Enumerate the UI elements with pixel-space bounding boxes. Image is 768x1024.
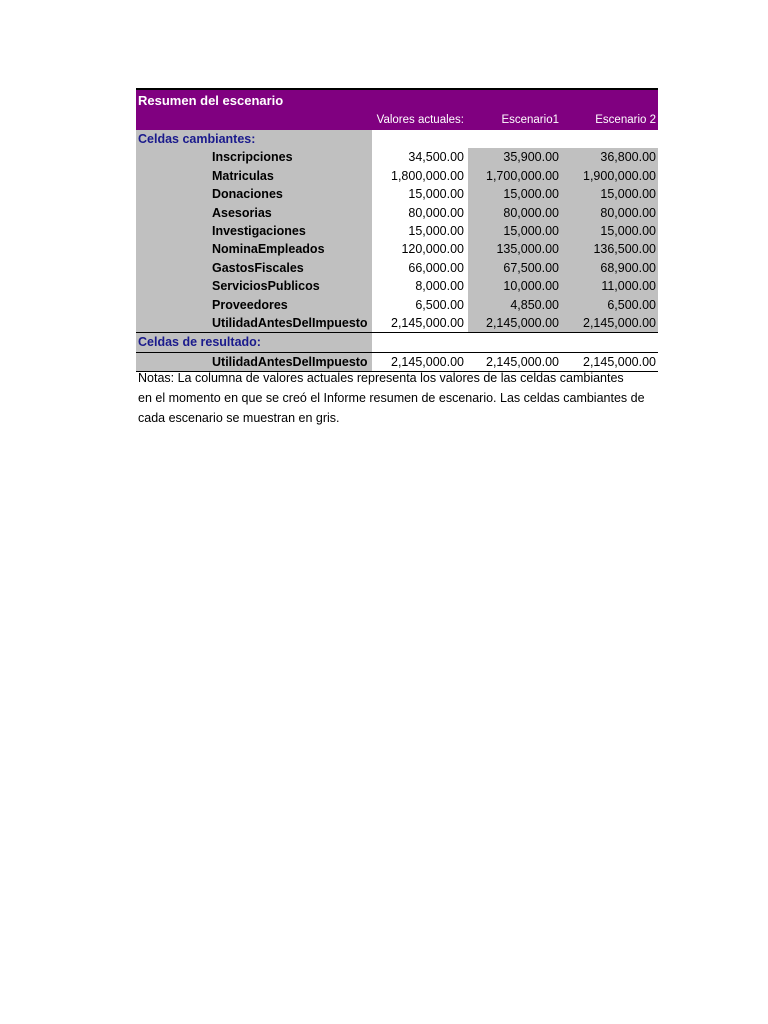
column-header-row (136, 111, 658, 130)
scenario2-value: 36,800.00 (563, 148, 658, 166)
scenario1-value: 2,145,000.00 (468, 353, 563, 371)
scenario2-value: 1,900,000.00 (563, 167, 658, 185)
row-label: UtilidadAntesDelImpuesto (136, 353, 372, 371)
report-title: Resumen del escenario (136, 88, 658, 111)
scenario1-value: 80,000.00 (468, 204, 563, 222)
scenario1-value: 4,850.00 (468, 296, 563, 314)
section-blank-2 (468, 333, 563, 351)
notes-line: Notas: La columna de valores actuales representa los valores de las celdas cambiantes (138, 371, 624, 385)
row-label: Inscripciones (136, 148, 372, 166)
scenario1-value: 15,000.00 (468, 222, 563, 240)
table-row (136, 259, 658, 277)
table-row (136, 204, 658, 222)
scenario2-value: 15,000.00 (563, 185, 658, 203)
table-row (136, 240, 658, 258)
scenario2-value: 6,500.00 (563, 296, 658, 314)
scenario2-value: 15,000.00 (563, 222, 658, 240)
row-label: UtilidadAntesDelImpuesto (136, 314, 372, 332)
notes-line: cada escenario se muestran en gris. (138, 411, 340, 425)
notes-text (138, 368, 658, 428)
scenario1-value: 15,000.00 (468, 185, 563, 203)
header-scenario1: Escenario1 (501, 114, 559, 126)
current-value: 8,000.00 (372, 277, 468, 295)
result-cells-section (136, 333, 658, 351)
changing-cells-section (136, 130, 658, 148)
row-label: Proveedores (136, 296, 372, 314)
result-cells-label: Celdas de resultado: (136, 333, 372, 351)
row-label: Investigaciones (136, 222, 372, 240)
current-value: 2,145,000.00 (372, 314, 468, 332)
table-row (136, 296, 658, 314)
table-row (136, 222, 658, 240)
current-value: 120,000.00 (372, 240, 468, 258)
header-scenario2: Escenario 2 (595, 114, 656, 126)
table-row (136, 277, 658, 295)
scenario2-value: 68,900.00 (563, 259, 658, 277)
table-row (136, 185, 658, 203)
header-current-values: Valores actuales: (376, 114, 464, 126)
row-label: NominaEmpleados (136, 240, 372, 258)
section-blank-1 (372, 333, 468, 351)
row-label: Matriculas (136, 167, 372, 185)
table-row (136, 314, 658, 333)
scenario1-value: 2,145,000.00 (468, 314, 563, 332)
table-row (136, 148, 658, 166)
current-value: 15,000.00 (372, 222, 468, 240)
current-value: 66,000.00 (372, 259, 468, 277)
section-blank-3 (563, 333, 658, 351)
changing-cells-rows (136, 148, 658, 333)
scenario2-value: 136,500.00 (563, 240, 658, 258)
current-value: 6,500.00 (372, 296, 468, 314)
notes-line: en el momento en que se creó el Informe resumen de escenario. Las celdas cambiantes de (138, 391, 645, 405)
scenario2-value: 11,000.00 (563, 277, 658, 295)
current-value: 15,000.00 (372, 185, 468, 203)
row-label: GastosFiscales (136, 259, 372, 277)
scenario2-value: 2,145,000.00 (563, 353, 658, 371)
row-label: Asesorias (136, 204, 372, 222)
current-value: 2,145,000.00 (372, 353, 468, 371)
current-value: 34,500.00 (372, 148, 468, 166)
scenario-summary-report (136, 88, 658, 372)
scenario1-value: 135,000.00 (468, 240, 563, 258)
table-row (136, 167, 658, 185)
header-blank (136, 111, 372, 130)
scenario1-value: 67,500.00 (468, 259, 563, 277)
current-value: 1,800,000.00 (372, 167, 468, 185)
scenario1-value: 10,000.00 (468, 277, 563, 295)
section-blank-1 (372, 130, 468, 148)
scenario1-value: 1,700,000.00 (468, 167, 563, 185)
row-label: Donaciones (136, 185, 372, 203)
section-blank-2 (468, 130, 563, 148)
scenario2-value: 2,145,000.00 (563, 314, 658, 332)
row-label: ServiciosPublicos (136, 277, 372, 295)
current-value: 80,000.00 (372, 204, 468, 222)
changing-cells-label: Celdas cambiantes: (136, 130, 372, 148)
scenario2-value: 80,000.00 (563, 204, 658, 222)
scenario1-value: 35,900.00 (468, 148, 563, 166)
section-blank-3 (563, 130, 658, 148)
